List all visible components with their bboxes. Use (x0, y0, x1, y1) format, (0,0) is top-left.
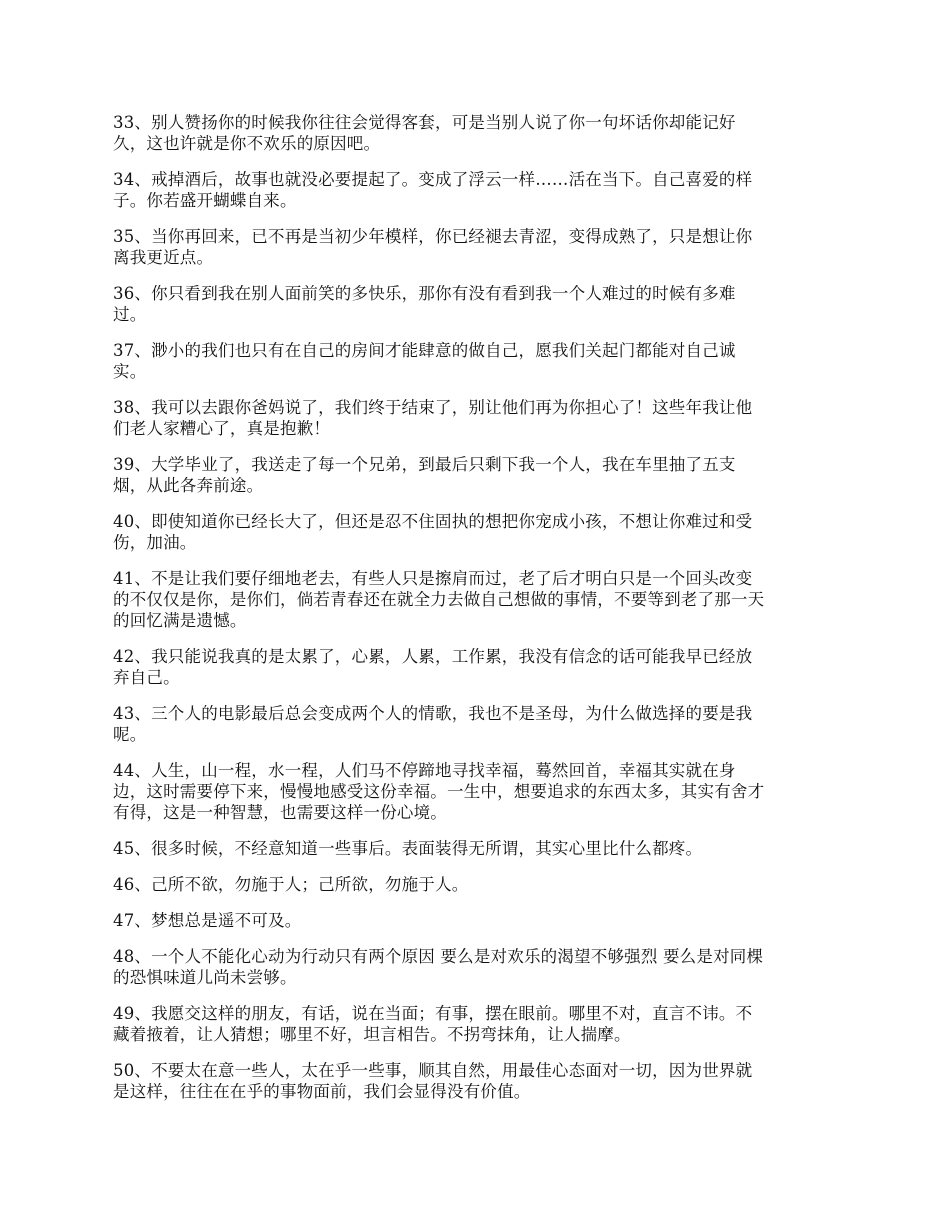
paragraph-37: 37、渺小的我们也只有在自己的房间才能肆意的做自己，愿我们关起门都能对自己诚 实。 (113, 341, 736, 381)
paragraph-49: 49、我愿交这样的朋友，有话，说在当面；有事，摆在眼前。哪里不对，直言不讳。不 藏着掖着，让人猜想；哪里不好，坦言相告。不拐弯抹角，让人揣摩。 (113, 1004, 753, 1044)
paragraph-36: 36、你只看到我在别人面前笑的多快乐，那你有没有看到我一个人难过的时候有多难 过。 (113, 284, 736, 324)
paragraph-44: 44、人生，山一程，水一程，人们马不停蹄地寻找幸福，蓦然回首，幸福其实就在身 边，这时需要停下来，慢慢地感受这份幸福。一生中，想要追求的东西太多，其实有舍才 有得，这是一种智慧，也需要这样一份心境。 (113, 761, 765, 822)
paragraph-39: 39、大学毕业了，我送走了每一个兄弟，到最后只剩下我一个人，我在车里抽了五支 烟，从此各奔前途。 (113, 455, 736, 495)
paragraph-38: 38、我可以去跟你爸妈说了，我们终于结束了，别让他们再为你担心了！这些年我让他 们老人家糟心了，真是抱歉！ (113, 398, 753, 438)
paragraph-50: 50、不要太在意一些人，太在乎一些事，顺其自然，用最佳心态面对一切，因为世界就 是这样，往往在在乎的事物面前，我们会显得没有价值。 (113, 1061, 753, 1101)
document-body (113, 112, 840, 1117)
paragraph-41: 41、不是让我们要仔细地老去，有些人只是擦肩而过，老了后才明白只是一个回头改变 的不仅仅是你，是你们，倘若青春还在就全力去做自己想做的事情，不要等到老了那一天 的回忆满是遗憾。 (113, 569, 765, 630)
paragraph-33: 33、别人赞扬你的时候我你往往会觉得客套，可是当别人说了你一句坏话你却能记好 久，这也许就是你不欢乐的原因吧。 (113, 113, 736, 153)
paragraph-45: 45、很多时候，不经意知道一些事后。表面装得无所谓，其实心里比什么都疼。 (113, 839, 703, 858)
paragraph-48: 48、一个人不能化心动为行动只有两个原因 要么是对欢乐的渴望不够强烈 要么是对同棵 的恐惧味道儿尚未尝够。 (113, 947, 764, 987)
paragraph-35: 35、当你再回来，已不再是当初少年模样，你已经褪去青涩，变得成熟了，只是想让你 离我更近点。 (113, 227, 753, 267)
paragraph-43: 43、三个人的电影最后总会变成两个人的情歌，我也不是圣母，为什么做选择的要是我 呢。 (113, 704, 753, 744)
paragraph-34: 34、戒掉酒后，故事也就没必要提起了。变成了浮云一样……活在当下。自己喜爱的样 子。你若盛开蝴蝶自来。 (113, 170, 753, 210)
paragraph-40: 40、即使知道你已经长大了，但还是忍不住固执的想把你宠成小孩，不想让你难过和受 伤，加油。 (113, 512, 753, 552)
paragraph-46: 46、己所不欲，勿施于人；己所欲，勿施于人。 (113, 875, 469, 894)
paragraph-42: 42、我只能说我真的是太累了，心累，人累，工作累，我没有信念的话可能我早已经放 弃自己。 (113, 647, 753, 687)
paragraph-47: 47、梦想总是遥不可及。 (113, 911, 302, 930)
